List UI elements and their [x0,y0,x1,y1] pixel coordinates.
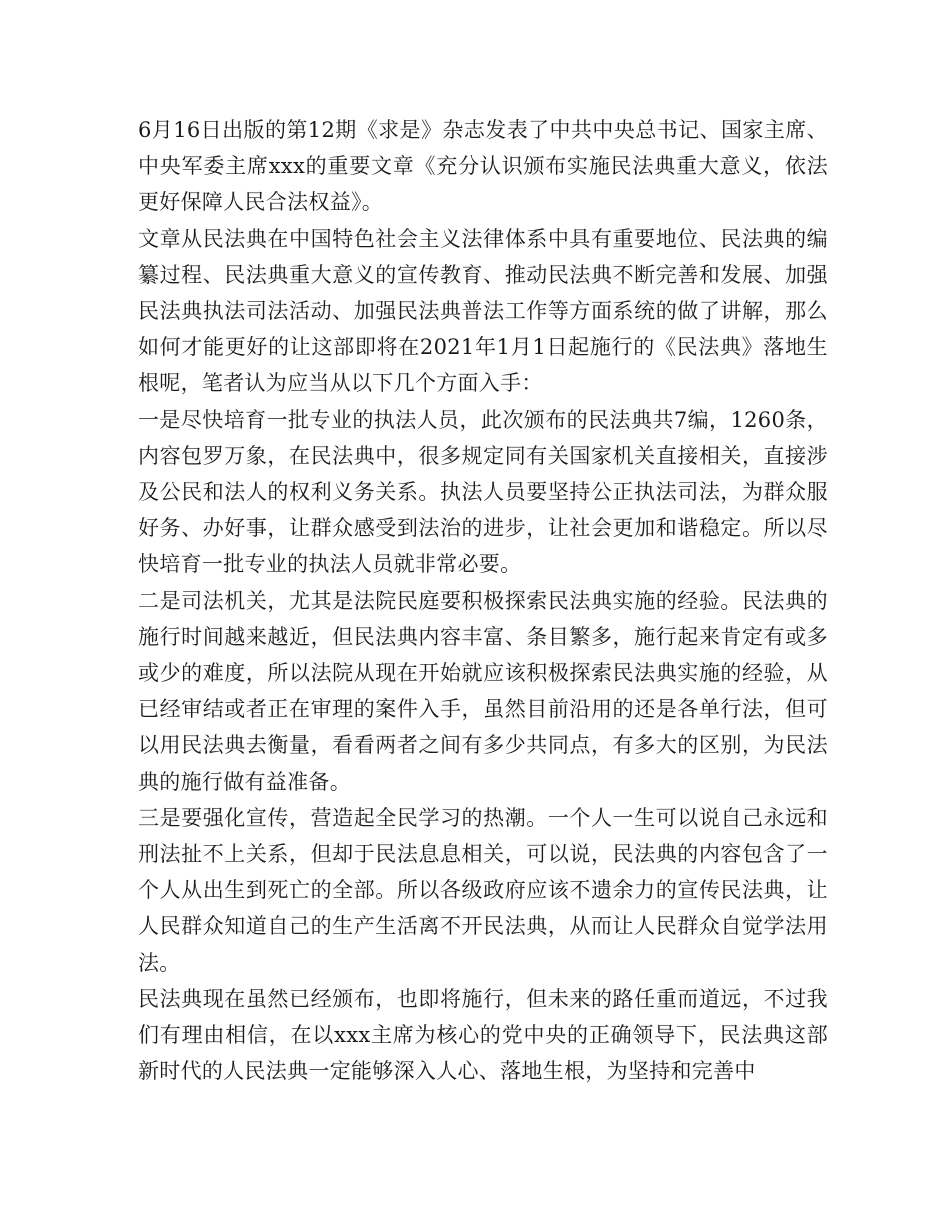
paragraph-overview: 文章从民法典在中国特色社会主义法律体系中具有重要地位、民法典的编纂过程、民法典重大意义的宣传教育、推动民法典不断完善和发展、加强民法典执法司法活动、加强民法典普法工作等方面系统的做了讲解，那么如何才能更好的让这部即将在2021年1月1日起施行的《民法典》落地生根呢，笔者认为应当从以下几个方面入手： [138,226,828,396]
paragraph-conclusion: 民法典现在虽然已经颁布，也即将施行，但未来的路任重而道远，不过我们有理由相信，在以xxx主席为核心的党中央的正确领导下，民法典这部新时代的人民法典一定能够深入人心、落地生根，为坚持和完善中 [138,986,828,1084]
paragraph-point-two: 二是司法机关，尤其是法院民庭要积极探索民法典实施的经验。民法典的施行时间越来越近，但民法典内容丰富、条目繁多，施行起来肯定有或多或少的难度，所以法院从现在开始就应该积极探索民法典实施的经验，从已经审结或者正在审理的案件入手，虽然目前沿用的还是各单行法，但可以用民法典去衡量，看看两者之间有多少共同点，有多大的区别，为民法典的施行做有益准备。 [138,588,828,794]
document-body [138,112,828,1089]
paragraph-intro: 6月16日出版的第12期《求是》杂志发表了中共中央总书记、国家主席、中央军委主席xxx的重要文章《充分认识颁布实施民法典重大意义，依法更好保障人民合法权益》。 [138,118,828,215]
paragraph-point-one: 一是尽快培育一批专业的执法人员，此次颁布的民法典共7编，1260条，内容包罗万象，在民法典中，很多规定同有关国家机关直接相关，直接涉及公民和法人的权利义务关系。执法人员要坚持公正执法司法，为群众服好务、办好事，让群众感受到法治的进步，让社会更加和谐稳定。所以尽快培育一批专业的执法人员就非常必要。 [138,407,828,577]
paragraph-point-three: 三是要强化宣传，营造起全民学习的热潮。一个人一生可以说自己永远和刑法扯不上关系，但却于民法息息相关，可以说，民法典的内容包含了一个人从出生到死亡的全部。所以各级政府应该不遗余力的宣传民法典，让人民群众知道自己的生产生活离不开民法典，从而让人民群众自觉学法用法。 [138,805,828,975]
